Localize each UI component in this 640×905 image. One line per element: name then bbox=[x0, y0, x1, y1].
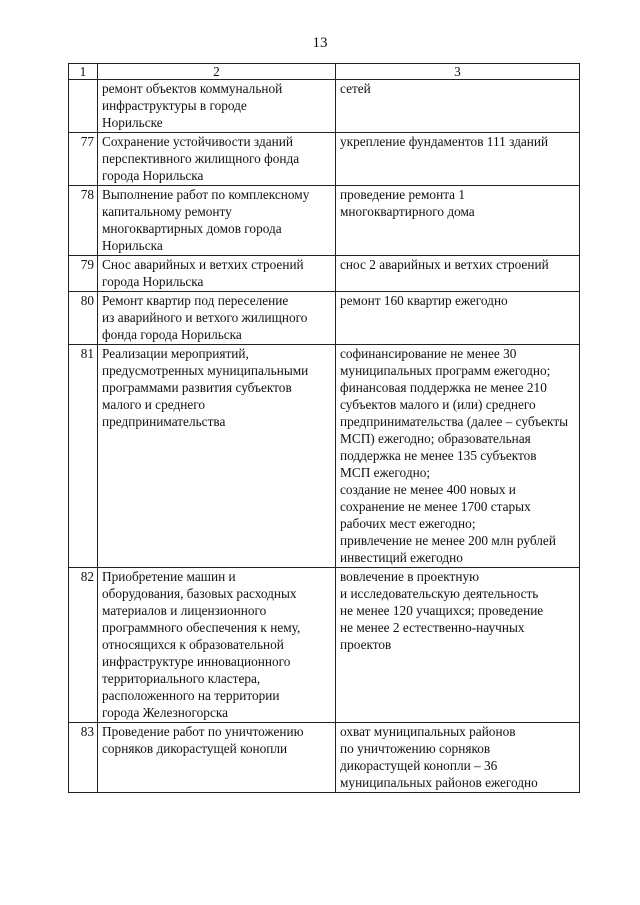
result-cell bbox=[336, 568, 580, 723]
table-header-row bbox=[69, 64, 580, 80]
table-row bbox=[69, 186, 580, 256]
measure-line: города Железногорска bbox=[102, 705, 229, 720]
result-line: проектов bbox=[340, 637, 392, 652]
measure-line: инфраструктуре инновационного bbox=[102, 654, 291, 669]
result-line: многоквартирного дома bbox=[340, 204, 475, 219]
result-cell bbox=[336, 292, 580, 345]
measure-line: Реализации мероприятий, bbox=[102, 346, 249, 361]
measure-line: Норильска bbox=[102, 238, 163, 253]
result-line: и исследовательскую деятельность bbox=[340, 586, 539, 601]
measure-line: инфраструктуры в городе bbox=[102, 98, 247, 113]
result-line: рабочих мест ежегодно; bbox=[340, 516, 476, 531]
result-line: муниципальных программ ежегодно; bbox=[340, 363, 551, 378]
result-line: финансовая поддержка не менее 210 bbox=[340, 380, 547, 395]
row-number bbox=[69, 80, 98, 133]
result-line: не менее 2 естественно-научных bbox=[340, 620, 525, 635]
row-number: 77 bbox=[69, 133, 98, 186]
measure-line: из аварийного и ветхого жилищного bbox=[102, 310, 308, 325]
result-line: создание не менее 400 новых и bbox=[340, 482, 516, 497]
measure-line: Выполнение работ по комплексному bbox=[102, 187, 310, 202]
row-number: 81 bbox=[69, 345, 98, 568]
measure-line: оборудования, базовых расходных bbox=[102, 586, 297, 601]
measure-cell bbox=[98, 256, 336, 292]
column-header-2: 2 bbox=[98, 64, 336, 80]
measure-line: города Норильска bbox=[102, 168, 204, 183]
measure-line: территориального кластера, bbox=[102, 671, 261, 686]
table-row bbox=[69, 568, 580, 723]
result-line: МСП) ежегодно; образовательная bbox=[340, 431, 531, 446]
measure-line: расположенного на территории bbox=[102, 688, 280, 703]
result-cell bbox=[336, 256, 580, 292]
result-line: дикорастущей конопли – 36 bbox=[340, 758, 498, 773]
measure-cell bbox=[98, 133, 336, 186]
row-number: 83 bbox=[69, 723, 98, 793]
measure-line: Проведение работ по уничтожению bbox=[102, 724, 304, 739]
result-line: сохранение не менее 1700 старых bbox=[340, 499, 531, 514]
measure-cell bbox=[98, 292, 336, 345]
result-cell bbox=[336, 723, 580, 793]
result-line: снос 2 аварийных и ветхих строений bbox=[340, 257, 549, 272]
measure-line: ремонт объектов коммунальной bbox=[102, 81, 283, 96]
measure-line: относящихся к образовательной bbox=[102, 637, 284, 652]
measure-line: перспективного жилищного фонда bbox=[102, 151, 300, 166]
measure-line: программного обеспечения к нему, bbox=[102, 620, 301, 635]
result-line: укрепление фундаментов 111 зданий bbox=[340, 134, 549, 149]
column-header-3: 3 bbox=[336, 64, 580, 80]
measure-line: Сохранение устойчивости зданий bbox=[102, 134, 293, 149]
measure-line: малого и среднего bbox=[102, 397, 205, 412]
row-number: 79 bbox=[69, 256, 98, 292]
result-line: охват муниципальных районов bbox=[340, 724, 516, 739]
result-line: предпринимательства (далее – субъекты bbox=[340, 414, 569, 429]
result-line: ремонт 160 квартир ежегодно bbox=[340, 293, 508, 308]
result-line: поддержка не менее 135 субъектов bbox=[340, 448, 537, 463]
measure-line: фонда города Норильска bbox=[102, 327, 242, 342]
measure-line: Приобретение машин и bbox=[102, 569, 236, 584]
result-line: вовлечение в проектную bbox=[340, 569, 480, 584]
row-number: 78 bbox=[69, 186, 98, 256]
measure-line: предусмотренных муниципальными bbox=[102, 363, 309, 378]
result-cell bbox=[336, 133, 580, 186]
result-line: МСП ежегодно; bbox=[340, 465, 431, 480]
measure-cell bbox=[98, 186, 336, 256]
result-line: субъектов малого и (или) среднего bbox=[340, 397, 536, 412]
result-cell bbox=[336, 345, 580, 568]
result-line: проведение ремонта 1 bbox=[340, 187, 466, 202]
page-number: 13 bbox=[312, 35, 328, 51]
result-cell bbox=[336, 186, 580, 256]
result-line: по уничтожению сорняков bbox=[340, 741, 491, 756]
result-line: инвестиций ежегодно bbox=[340, 550, 463, 565]
result-line: муниципальных районов ежегодно bbox=[340, 775, 538, 790]
measure-line: города Норильска bbox=[102, 274, 204, 289]
table-row bbox=[69, 345, 580, 568]
table-body bbox=[69, 80, 580, 793]
row-number: 80 bbox=[69, 292, 98, 345]
measures-table bbox=[68, 63, 580, 793]
measure-line: капитальному ремонту bbox=[102, 204, 232, 219]
measure-cell bbox=[98, 345, 336, 568]
measure-line: программами развития субъектов bbox=[102, 380, 292, 395]
measure-line: материалов и лицензионного bbox=[102, 603, 267, 618]
result-line: софинансирование не менее 30 bbox=[340, 346, 517, 361]
result-line: не менее 120 учащихся; проведение bbox=[340, 603, 544, 618]
measure-line: многоквартирных домов города bbox=[102, 221, 282, 236]
result-line: привлечение не менее 200 млн рублей bbox=[340, 533, 556, 548]
measure-line: предпринимательства bbox=[102, 414, 226, 429]
measure-line: сорняков дикорастущей конопли bbox=[102, 741, 288, 756]
measure-line: Норильске bbox=[102, 115, 163, 130]
table-row bbox=[69, 133, 580, 186]
measure-cell bbox=[98, 568, 336, 723]
measure-line: Снос аварийных и ветхих строений bbox=[102, 257, 304, 272]
measure-cell bbox=[98, 80, 336, 133]
table-row bbox=[69, 723, 580, 793]
row-number: 82 bbox=[69, 568, 98, 723]
measure-cell bbox=[98, 723, 336, 793]
result-cell bbox=[336, 80, 580, 133]
column-header-1: 1 bbox=[69, 64, 98, 80]
result-line: сетей bbox=[340, 81, 371, 96]
measure-line: Ремонт квартир под переселение bbox=[102, 293, 289, 308]
table-row bbox=[69, 80, 580, 133]
table-row bbox=[69, 256, 580, 292]
table-row bbox=[69, 292, 580, 345]
